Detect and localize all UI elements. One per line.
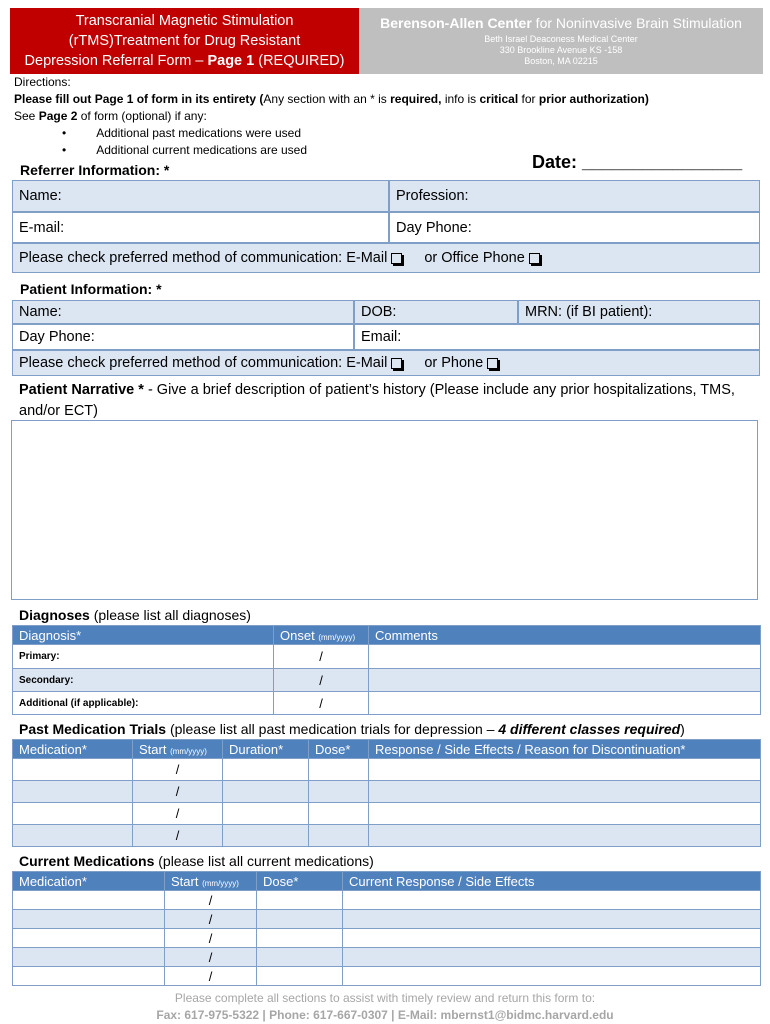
med-cell[interactable] bbox=[13, 825, 133, 847]
col-response: Response / Side Effects / Reason for Discontinuation* bbox=[369, 740, 761, 759]
comment-cell[interactable] bbox=[369, 669, 761, 692]
response-cell[interactable] bbox=[343, 929, 761, 948]
footer-contact: Fax: 617-975-5322 | Phone: 617-667-0307 | E-Mail: mbernst1@bidmc.harvard.edu bbox=[156, 1008, 614, 1022]
address-line-2: 330 Brookline Avenue KS -158 bbox=[499, 45, 623, 55]
start-cell[interactable]: / bbox=[165, 929, 257, 948]
referrer-phone-checkbox[interactable] bbox=[529, 253, 540, 264]
dose-cell[interactable] bbox=[309, 759, 369, 781]
title-line-2: (rTMS)Treatment for Drug Resistant bbox=[68, 33, 301, 49]
response-cell[interactable] bbox=[369, 825, 761, 847]
start-cell[interactable]: / bbox=[165, 948, 257, 967]
duration-cell[interactable] bbox=[223, 759, 309, 781]
dose-cell[interactable] bbox=[309, 825, 369, 847]
col-medication: Medication* bbox=[13, 740, 133, 759]
patient-row-2 bbox=[12, 324, 760, 350]
response-cell[interactable] bbox=[369, 781, 761, 803]
patient-row-3 bbox=[12, 350, 760, 376]
med-cell[interactable] bbox=[13, 910, 165, 929]
onset-cell[interactable]: / bbox=[274, 692, 369, 715]
dose-cell[interactable] bbox=[257, 910, 343, 929]
bullet-2: • Additional current medications are used bbox=[62, 143, 308, 157]
patient-day-phone-field[interactable]: Day Phone: bbox=[12, 324, 354, 350]
patient-name-field[interactable]: Name: bbox=[12, 300, 354, 324]
narrative-textbox[interactable] bbox=[11, 420, 758, 600]
dose-cell[interactable] bbox=[257, 948, 343, 967]
col-duration: Duration* bbox=[223, 740, 309, 759]
referrer-day-phone-field[interactable]: Day Phone: bbox=[389, 212, 760, 243]
referrer-row-2 bbox=[12, 212, 760, 243]
dose-cell[interactable] bbox=[257, 967, 343, 986]
address-line-1: Beth Israel Deaconess Medical Center bbox=[484, 34, 638, 44]
start-cell[interactable]: / bbox=[165, 967, 257, 986]
page2-note: See Page 2 of form (optional) if any: bbox=[14, 109, 207, 123]
col-dose: Dose* bbox=[257, 872, 343, 891]
duration-cell[interactable] bbox=[223, 781, 309, 803]
response-cell[interactable] bbox=[343, 967, 761, 986]
comment-cell[interactable] bbox=[369, 692, 761, 715]
duration-cell[interactable] bbox=[223, 825, 309, 847]
directions-label: Directions: bbox=[14, 75, 71, 89]
patient-email-field[interactable]: Email: bbox=[354, 324, 760, 350]
onset-cell[interactable]: / bbox=[274, 669, 369, 692]
col-onset: Onset (mm/yyyy) bbox=[274, 626, 369, 645]
patient-mrn-field[interactable]: MRN: (if BI patient): bbox=[518, 300, 760, 324]
patient-communication-pref: Please check preferred method of communication: E-Mail or Phone bbox=[12, 350, 760, 376]
dose-cell[interactable] bbox=[257, 929, 343, 948]
center-name: Berenson-Allen Center for Noninvasive Brain Stimulation bbox=[380, 15, 742, 31]
med-cell[interactable] bbox=[13, 803, 133, 825]
past-meds-heading: Past Medication Trials (please list all past medication trials for depression – 4 different classes required) bbox=[19, 721, 685, 737]
response-cell[interactable] bbox=[369, 803, 761, 825]
referrer-email-checkbox[interactable] bbox=[391, 253, 402, 264]
diagnoses-table bbox=[12, 625, 761, 715]
past-meds-table bbox=[12, 739, 761, 847]
patient-title: Patient Information: * bbox=[20, 281, 162, 297]
referrer-title: Referrer Information: * bbox=[20, 162, 170, 178]
referrer-email-field[interactable]: E-mail: bbox=[12, 212, 389, 243]
referrer-name-field[interactable]: Name: bbox=[12, 180, 389, 212]
col-medication: Medication* bbox=[13, 872, 165, 891]
med-cell[interactable] bbox=[13, 948, 165, 967]
col-diagnosis: Diagnosis* bbox=[13, 626, 274, 645]
med-cell[interactable] bbox=[13, 759, 133, 781]
bullet-1: • Additional past medications were used bbox=[62, 126, 302, 140]
current-meds-table bbox=[12, 871, 761, 986]
col-comments: Comments bbox=[369, 626, 761, 645]
start-cell[interactable]: / bbox=[133, 803, 223, 825]
response-cell[interactable] bbox=[343, 910, 761, 929]
med-cell[interactable] bbox=[13, 929, 165, 948]
directions-line: Please fill out Page 1 of form in its entirety (Any section with an * is required, info is critical for prior authorization) bbox=[14, 92, 649, 106]
referrer-row-3 bbox=[12, 243, 760, 273]
diagnoses-heading: Diagnoses (please list all diagnoses) bbox=[19, 607, 251, 623]
patient-row-1 bbox=[12, 300, 760, 324]
date-field[interactable]: Date: ________________ bbox=[532, 152, 743, 172]
referrer-profession-field[interactable]: Profession: bbox=[389, 180, 760, 212]
diag-secondary[interactable]: Secondary: bbox=[13, 669, 274, 692]
form-title-banner bbox=[10, 8, 359, 74]
start-cell[interactable]: / bbox=[133, 781, 223, 803]
diag-primary[interactable]: Primary: bbox=[13, 645, 274, 669]
start-cell[interactable]: / bbox=[133, 825, 223, 847]
title-line-3: Depression Referral Form – Page 1 (REQUIRED) bbox=[24, 53, 345, 69]
referrer-communication-pref: Please check preferred method of communication: E-Mail or Office Phone bbox=[12, 243, 760, 273]
dose-cell[interactable] bbox=[309, 781, 369, 803]
med-cell[interactable] bbox=[13, 967, 165, 986]
footer-instructions: Please complete all sections to assist with timely review and return this form to: bbox=[174, 991, 596, 1005]
col-dose: Dose* bbox=[309, 740, 369, 759]
start-cell[interactable]: / bbox=[133, 759, 223, 781]
onset-cell[interactable]: / bbox=[274, 645, 369, 669]
med-cell[interactable] bbox=[13, 781, 133, 803]
address-line-3: Boston, MA 02215 bbox=[524, 56, 598, 66]
col-start: Start (mm/yyyy) bbox=[133, 740, 223, 759]
patient-email-checkbox[interactable] bbox=[391, 358, 402, 369]
patient-phone-checkbox[interactable] bbox=[487, 358, 498, 369]
response-cell[interactable] bbox=[343, 891, 761, 910]
col-start: Start (mm/yyyy) bbox=[165, 872, 257, 891]
med-cell[interactable] bbox=[13, 891, 165, 910]
start-cell[interactable]: / bbox=[165, 891, 257, 910]
response-cell[interactable] bbox=[369, 759, 761, 781]
comment-cell[interactable] bbox=[369, 645, 761, 669]
center-banner bbox=[359, 8, 763, 74]
col-response: Current Response / Side Effects bbox=[343, 872, 761, 891]
duration-cell[interactable] bbox=[223, 803, 309, 825]
start-cell[interactable]: / bbox=[165, 910, 257, 929]
diag-additional[interactable]: Additional (if applicable): bbox=[13, 692, 274, 715]
dose-cell[interactable] bbox=[257, 891, 343, 910]
narrative-heading: Patient Narrative * - Give a brief description of patient’s history (Please include any prior hospitalizations, TMS, and/or ECT) bbox=[19, 382, 735, 419]
referrer-row-1 bbox=[12, 180, 760, 212]
response-cell[interactable] bbox=[343, 948, 761, 967]
current-meds-heading: Current Medications (please list all current medications) bbox=[19, 853, 374, 869]
dose-cell[interactable] bbox=[309, 803, 369, 825]
patient-dob-field[interactable]: DOB: bbox=[354, 300, 518, 324]
title-line-1: Transcranial Magnetic Stimulation bbox=[75, 13, 294, 29]
